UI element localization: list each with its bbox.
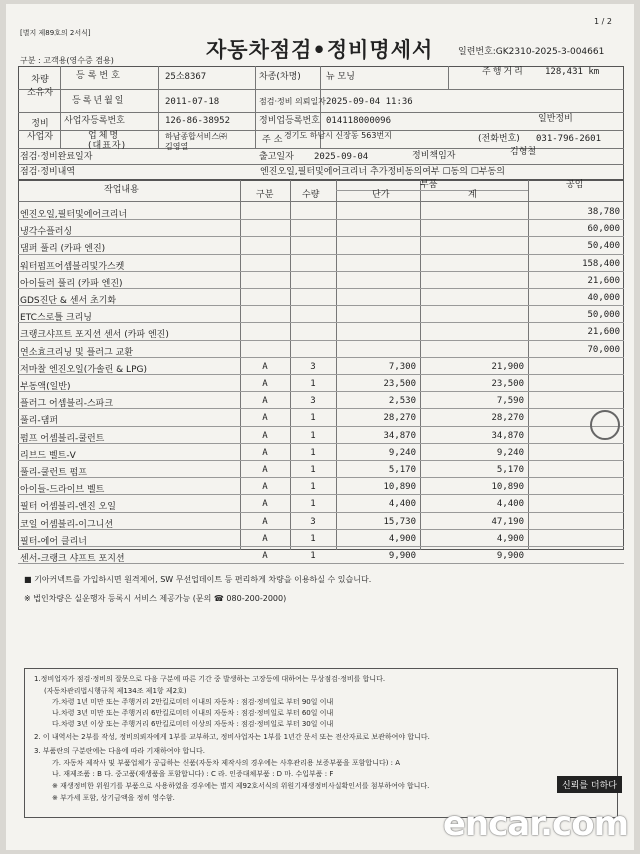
owner-section-label: 차량 소유자 (26, 75, 54, 98)
part-unit-price: 10,890 (383, 482, 416, 493)
part-total: 21,900 (491, 361, 524, 372)
part-qty: 3 (310, 396, 316, 407)
part-unit-price: 28,270 (383, 413, 416, 424)
part-qty: 3 (310, 361, 316, 372)
note-3: 3. 부품란의 구분란에는 다음에 따라 기재하여야 합니다. (34, 747, 206, 755)
note-3b: 나. 재제조품 : B 다. 중고품(재생품을 포함합니다) : C 라. 인증대체부품 : D 마. 수입부품 : F (52, 770, 334, 778)
part-item-name: 부동액(일반) (20, 382, 71, 392)
note-1d: 다.차령 3년 이상 또는 주행거리 6만킬로미터 이상의 자동차 : 점검·정비일로 부터 30일 이내 (52, 720, 334, 728)
labor-item-name: GDS진단 & 센서 초기화 (20, 296, 117, 306)
category: 구분 : 고객용(영수증 겸용) (20, 56, 114, 65)
part-type: A (262, 413, 268, 424)
work-summary: 엔진오일,필터및에어크리너 추가정비동의여부 ☐동의 ☐부동의 (260, 167, 505, 177)
note-3c: ※ 재생정비한 위원기를 부품으로 사용하였을 경우에는 별지 제92호서식의 위원기재생정비사실확인서를 첨부하여야 합니다. (52, 782, 430, 790)
part-unit-price: 4,400 (388, 499, 416, 510)
col-unit: 단가 (372, 190, 390, 200)
part-unit-price: 7,300 (388, 361, 416, 372)
manager-name: 김형철 (510, 147, 537, 157)
part-unit-price: 34,870 (383, 430, 416, 441)
part-total: 23,500 (491, 379, 524, 389)
labor-amount: 38,780 (587, 207, 620, 217)
part-total: 4,900 (496, 533, 524, 544)
part-qty: 1 (310, 379, 316, 389)
col-total: 계 (468, 190, 477, 200)
phone-label: (전화번호) (478, 134, 520, 144)
labor-item-name: ETC스로틀 크리닝 (20, 313, 92, 324)
shop-type: 일반정비 (538, 114, 573, 124)
note-1b: 가.차령 1년 미만 또는 주행거리 2만킬로미터 이내의 자동차 : 점검·정비일로 부터 90일 이내 (52, 698, 334, 706)
form-number: [별지 제89호의 2서식] (20, 29, 91, 37)
mileage-label: 주행거리 (482, 67, 525, 77)
address-label: 주소 (262, 135, 286, 145)
out-date-label: 출고일자 (259, 152, 294, 162)
part-type: A (262, 465, 268, 475)
rep-name: 김영열 (165, 142, 189, 151)
part-total: 5,170 (496, 465, 524, 475)
labor-item-name: 아이들러 풀리 (카파 엔진) (20, 278, 123, 289)
part-item-name: 리브드 벨트-V (20, 450, 76, 461)
col-type: 구분 (256, 190, 274, 200)
part-unit-price: 5,170 (388, 465, 416, 475)
part-item-name: 필터-에어 클리너 (20, 536, 87, 547)
request-date-label: 점검·정비 의뢰일자 (259, 97, 326, 106)
shop-reg-label: 정비업등록번호 (259, 116, 320, 126)
part-total: 7,590 (496, 396, 524, 407)
part-type: A (262, 379, 268, 389)
part-total: 9,240 (496, 447, 524, 458)
labor-amount: 50,000 (587, 310, 620, 321)
part-item-name: 펌프 어셈블리-쿨런트 (20, 433, 105, 444)
company-name: 하남종합서비스㈜ (165, 132, 228, 141)
kia-connect-notice: ■ 기아커넥트를 가입하시면 원격제어, SW 무선업데이트 등 편리하게 차량을 이용하실 수 있습니다. (24, 575, 372, 584)
col-labor: 공임 (566, 180, 584, 190)
reg-date: 2011-07-18 (165, 97, 220, 107)
request-date: 2025-09-04 11:36 (326, 97, 413, 107)
part-total: 28,270 (491, 413, 524, 424)
labor-amount: 70,000 (587, 344, 620, 355)
biz-no: 126-86-38952 (165, 116, 231, 126)
note-1a: (자동차관리법시행규칙 제134조 제1항 제2호) (44, 687, 187, 695)
part-item-name: 필터 어셈블리-엔진 오일 (20, 502, 116, 513)
part-qty: 1 (310, 447, 316, 458)
reg-date-label: 등록년월일 (72, 96, 126, 106)
part-item-name: 아이들-드라이브 벨트 (20, 485, 105, 496)
part-total: 9,900 (496, 551, 524, 561)
labor-item-name: 연소효크리닝 및 플러그 교환 (20, 347, 133, 358)
part-item-name: 저마찰 엔진오일(가솔린 & LPG) (20, 364, 147, 375)
document-title: 자동차점검•정비명세서 (206, 38, 434, 62)
labor-item-name: 냉각수플러싱 (20, 227, 73, 238)
mileage: 128,431 km (545, 67, 600, 77)
part-total: 34,870 (491, 430, 524, 441)
col-qty: 수량 (302, 190, 320, 200)
part-qty: 1 (310, 482, 316, 493)
reg-no: 25소8367 (165, 72, 207, 82)
part-qty: 1 (310, 533, 316, 544)
part-type: A (262, 361, 268, 372)
note-1c: 나.차령 3년 미만 또는 주행거리 6만킬로미터 이내의 자동차 : 점검·정비일로 부터 60일 이내 (52, 709, 334, 717)
row-divider (18, 426, 624, 427)
part-item-name: 풀리-쿨런트 펌프 (20, 468, 87, 478)
part-total: 10,890 (491, 482, 524, 493)
part-total: 47,190 (491, 516, 524, 527)
labor-amount: 158,400 (582, 258, 620, 269)
car-type-label: 차종(차명) (259, 72, 301, 82)
part-type: A (262, 551, 268, 561)
part-unit-price: 9,240 (388, 447, 416, 458)
labor-item-name: 워터펌프어셈블리및가스켓 (20, 261, 125, 272)
labor-amount: 50,400 (587, 241, 620, 252)
labor-item-name: 크랭크샤프트 포지션 센서 (카파 엔진) (20, 330, 169, 341)
part-type: A (262, 396, 268, 407)
labor-item-name: 댐퍼 풀리 (카파 엔진) (20, 244, 106, 255)
labor-amount: 21,600 (587, 327, 620, 338)
part-type: A (262, 447, 268, 458)
work-label: 점검·정비내역 (20, 167, 76, 177)
part-item-name: 풀리-댐퍼 (20, 416, 59, 427)
out-date: 2025-09-04 (314, 152, 369, 162)
labor-item-name: 엔진오일,필터및에어크리너 (20, 210, 128, 220)
watermark-tag: 신뢰를 더하다 (557, 776, 622, 793)
shop-section-label: 정비 사업자 (26, 119, 54, 142)
corporate-notice: ※ 법인차량은 실운행자 등록시 서비스 제공가능 (문의 ☎ 080-200-2000) (24, 594, 287, 603)
part-qty: 3 (310, 516, 316, 527)
row-divider (18, 494, 624, 495)
row-divider (18, 460, 624, 461)
labor-amount: 60,000 (587, 224, 620, 235)
phone: 031-796-2601 (536, 134, 602, 144)
company-label: 업체명 (88, 131, 121, 141)
shop-reg-no: 014118000096 (326, 116, 392, 126)
part-qty: 1 (310, 499, 316, 510)
note-2: 2. 이 내역서는 2부를 작성, 정비의뢰자에게 1부를 교부하고, 정비사업자는 1부를 1년간 문서 또는 전산자료로 보관하여야 합니다. (34, 733, 430, 741)
car-type: 뉴 모닝 (326, 72, 355, 82)
part-type: A (262, 516, 268, 527)
row-divider (18, 477, 624, 478)
note-1: 1.정비업자가 점검·정비의 잘못으로 다음 구분에 따른 기간 중 발생하는 고장등에 대하여는 무상점검·정비를 합니다. (34, 675, 386, 683)
row-divider (18, 236, 624, 237)
part-item-name: 플러그 어셈블리-스파크 (20, 399, 114, 410)
address: 경기도 하남시 신장동 563번지 (284, 131, 392, 140)
page-number: 1 / 2 (594, 17, 612, 26)
part-qty: 1 (310, 551, 316, 561)
part-qty: 1 (310, 465, 316, 475)
company-seal (590, 410, 620, 440)
part-item-name: 코일 어셈블리-이그니션 (20, 519, 114, 530)
part-total: 4,400 (496, 499, 524, 510)
done-date-label: 점검·정비완료일자 (20, 152, 93, 162)
row-divider (18, 322, 624, 323)
row-divider (18, 254, 624, 255)
part-type: A (262, 430, 268, 441)
reg-no-label: 등록번호 (76, 71, 123, 81)
row-divider (18, 546, 624, 547)
serial-number: 일련번호:GK2310-2025-3-004661 (458, 47, 605, 57)
col-parts: 부품 (420, 180, 438, 190)
manager-label: 정비책임자 (412, 151, 456, 161)
part-type: A (262, 482, 268, 493)
note-3a: 가. 자동차 제작사 및 부품업체가 공급하는 신품(자동차 제작사의 경우에는 사후관리용 보증부품을 포함합니다) : A (52, 759, 401, 767)
row-divider (18, 391, 624, 392)
part-qty: 1 (310, 413, 316, 424)
rep-label: (대표자) (88, 141, 127, 151)
part-unit-price: 23,500 (383, 379, 416, 389)
col-item: 작업내용 (104, 185, 139, 195)
row-divider (18, 443, 624, 444)
part-item-name: 센서-크랭크 샤프트 포지션 (20, 554, 125, 564)
part-type: A (262, 533, 268, 544)
part-unit-price: 2,530 (388, 396, 416, 407)
note-3d: ※ 부가세 포함, 상기금액을 정히 영수함. (52, 794, 175, 802)
encar-watermark: encar.com (442, 804, 628, 844)
part-unit-price: 9,900 (388, 551, 416, 561)
part-unit-price: 4,900 (388, 533, 416, 544)
labor-amount: 40,000 (587, 293, 620, 303)
part-unit-price: 15,730 (383, 516, 416, 527)
part-qty: 1 (310, 430, 316, 441)
labor-amount: 21,600 (587, 275, 620, 286)
biz-no-label: 사업자등록번호 (64, 116, 125, 126)
part-type: A (262, 499, 268, 510)
